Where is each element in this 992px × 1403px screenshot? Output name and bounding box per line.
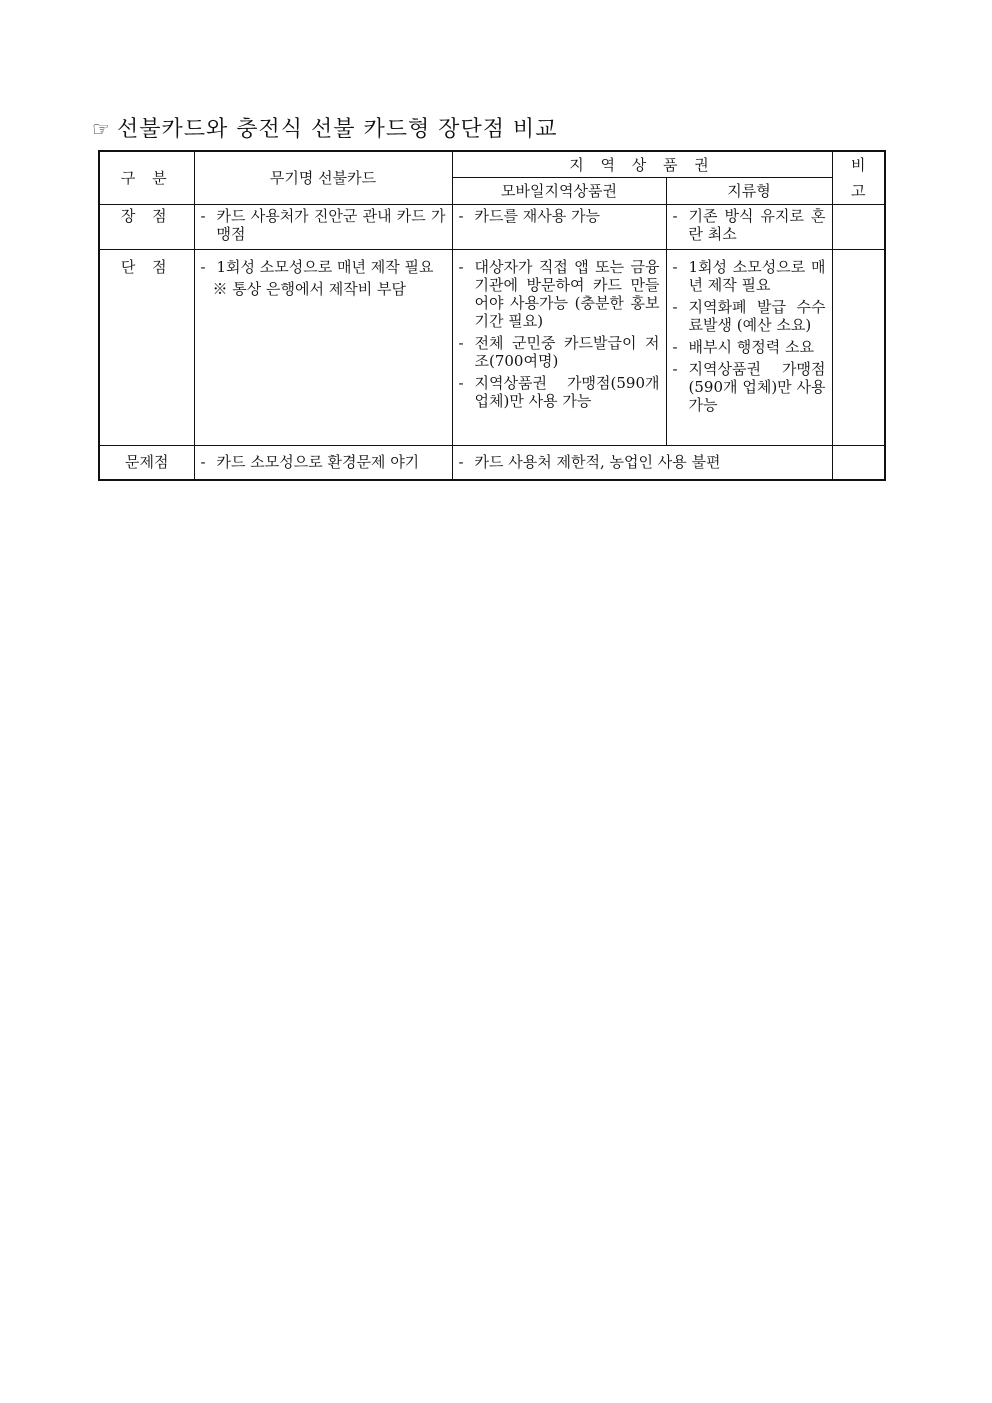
pros-remark (832, 205, 885, 250)
cons-anonymous-note: ※ 통상 은행에서 제작비 부담 (212, 280, 406, 298)
pros-paper (666, 205, 832, 250)
row-label-pros: 장 점 (99, 205, 194, 250)
list-item: - 지역화폐 발급 수수료발생 (예산 소요) (672, 298, 826, 334)
page-title (92, 112, 557, 143)
list-item: - 1회성 소모성으로 매년 제작 필요 (672, 258, 826, 294)
list-item: - 카드를 재사용 가능 (458, 207, 600, 225)
cons-remark (832, 250, 885, 446)
row-label-problems: 문제점 (99, 446, 194, 480)
list-item: - 지역상품권 가맹점 (590개 업체)만 사용 가능 (672, 360, 826, 414)
list-item: - 카드 사용처가 진안군 관내 카드 가맹점 (200, 207, 446, 243)
list-item: - 배부시 행정력 소요 (672, 338, 814, 356)
header-mobile-voucher: 모바일지역상품권 (452, 178, 666, 205)
pros-anonymous (194, 205, 452, 250)
header-remark (832, 151, 885, 205)
header-remark-text: 비 고 (851, 156, 866, 200)
list-item: - 대상자가 직접 앱 또는 금융기관에 방문하여 카드 만들어야 사용가능 (충분한 홍보기간 필요) (458, 258, 660, 330)
problems-remark (832, 446, 885, 480)
list-item: - 카드 소모성으로 환경문제 야기 (200, 453, 420, 472)
comparison-table (98, 150, 886, 481)
header-row-1 (99, 151, 885, 178)
row-cons (99, 250, 885, 446)
list-item: - 1회성 소모성으로 매년 제작 필요 (200, 258, 434, 276)
problems-anonymous (194, 446, 452, 480)
cons-paper (666, 250, 832, 446)
header-paper-voucher: 지류형 (666, 178, 832, 205)
row-pros (99, 205, 885, 250)
pros-mobile (452, 205, 666, 250)
header-category: 구 분 (99, 151, 194, 205)
header-anonymous-card: 무기명 선불카드 (194, 151, 452, 205)
row-label-cons: 단 점 (99, 250, 194, 446)
header-local-voucher: 지 역 상 품 권 (452, 151, 832, 178)
list-item: - 전체 군민중 카드발급이 저조(700여명) (458, 334, 660, 370)
list-item: - 지역상품권 가맹점(590개 업체)만 사용 가능 (458, 374, 660, 410)
row-problems (99, 446, 885, 480)
list-item: - 카드 사용처 제한적, 농업인 사용 불편 (458, 453, 721, 472)
problems-local-voucher (452, 446, 832, 480)
page-title-text: 선불카드와 충전식 선불 카드형 장단점 비교 (116, 117, 558, 142)
list-item: - 기존 방식 유지로 혼란 최소 (672, 207, 826, 243)
pointing-hand-icon: ☞ (92, 117, 111, 141)
cons-mobile (452, 250, 666, 446)
cons-anonymous (194, 250, 452, 446)
